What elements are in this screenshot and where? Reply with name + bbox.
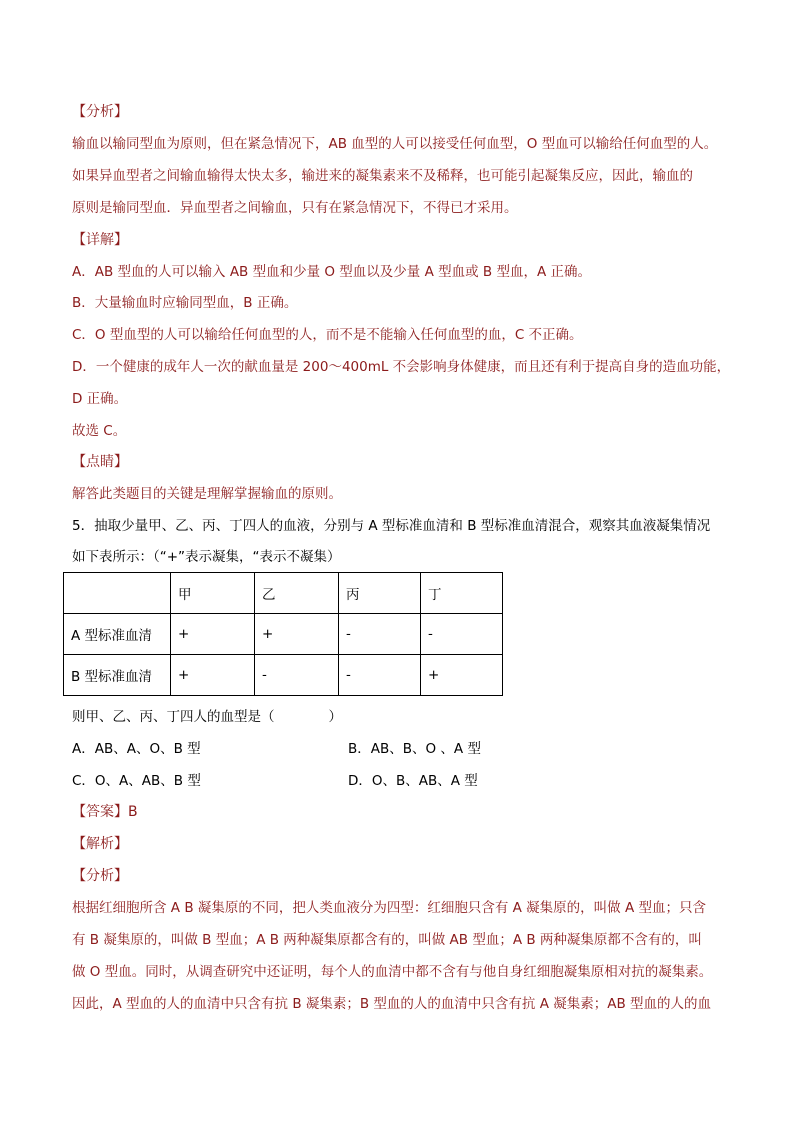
option-d: D．O、B、AB、A 型 bbox=[348, 773, 478, 789]
detail-choice: 故选 C。 bbox=[72, 423, 127, 439]
table-cell: - bbox=[255, 655, 339, 696]
question-stem-2: 如下表所示：（“+”表示凝集，“表示不凝集） bbox=[72, 549, 341, 565]
table-row bbox=[64, 655, 503, 696]
table-cell: - bbox=[339, 614, 421, 655]
q5-analysis-line-1: 根据红细胞所含 A B 凝集原的不同，把人类血液分为四型：红细胞只含有 A 凝集原的，叫做 A 型血；只含 bbox=[72, 900, 707, 916]
answer-line bbox=[72, 802, 138, 822]
analysis-line-2: 如果异血型者之间输血输得太快太多，输进来的凝集素来不及稀释，也可能引起凝集反应，因此，输血的 bbox=[72, 168, 693, 184]
detail-line-a: A．AB 型血的人可以输入 AB 型血和少量 O 型血以及少量 A 型血或 B 型血，A 正确。 bbox=[72, 264, 591, 280]
table-header-cell: 乙 bbox=[255, 573, 339, 614]
q5-analysis-line-3: 做 O 型血。同时，从调查研究中还证明，每个人的血清中都不含有与他自身红细胞凝集原相对抗的凝集素。 bbox=[72, 964, 713, 980]
detail-line-d-cont: D 正确。 bbox=[72, 391, 128, 407]
detail-header: 【详解】 bbox=[72, 232, 128, 248]
q5-analysis-line-4: 因此，A 型血的人的血清中只含有抗 B 凝集素；B 型血的人的血清中只含有抗 A 凝集素；AB 型血的人的血 bbox=[72, 996, 712, 1012]
analysis-header: 【分析】 bbox=[72, 104, 128, 120]
detail-line-b: B．大量输血时应输同型血，B 正确。 bbox=[72, 295, 298, 311]
detail-line-c: C．O 型血型的人可以输给任何血型的人，而不是不能输入任何血型的血，C 不正确。 bbox=[72, 327, 583, 343]
question-stem-1: 5．抽取少量甲、乙、丙、丁四人的血液，分别与 A 型标准血清和 B 型标准血清混合，观察其血液凝集情况 bbox=[72, 518, 711, 534]
table-cell: + bbox=[171, 655, 255, 696]
q5-analysis-line-2: 有 B 凝集原的，叫做 B 型血；A B 两种凝集原都含有的，叫做 AB 型血；A B 两种凝集原都不含有的，叫 bbox=[72, 932, 702, 948]
analysis-line-1: 输血以输同型血为原则，但在紧急情况下，AB 血型的人可以接受任何血型，O 型血可以输给任何血型的人。 bbox=[72, 136, 718, 152]
analysis-line-3: 原则是输同型血．异血型者之间输血，只有在紧急情况下，不得已才采用。 bbox=[72, 200, 518, 216]
question-prompt: 则甲、乙、丙、丁四人的血型是（ ） bbox=[72, 709, 342, 725]
table-header-cell: 甲 bbox=[171, 573, 255, 614]
answer-header: 【答案】 bbox=[72, 804, 128, 820]
table-row bbox=[64, 614, 503, 655]
agglutination-table bbox=[63, 572, 503, 696]
table-cell: - bbox=[421, 614, 503, 655]
table-cell: + bbox=[421, 655, 503, 696]
table-header-cell: 丙 bbox=[339, 573, 421, 614]
answer-value: B bbox=[128, 804, 138, 820]
table-row-label: B 型标准血清 bbox=[64, 655, 171, 696]
table-header-cell: 丁 bbox=[421, 573, 503, 614]
option-b: B．AB、B、O 、A 型 bbox=[348, 741, 481, 757]
table-header-row bbox=[64, 573, 503, 614]
option-a: A．AB、A、O、B 型 bbox=[72, 741, 201, 757]
comment-header: 【点睛】 bbox=[72, 454, 128, 470]
q5-analysis-header: 【分析】 bbox=[72, 868, 128, 884]
table-row-label: A 型标准血清 bbox=[64, 614, 171, 655]
detail-line-d: D．一个健康的成年人一次的献血量是 200～400mL 不会影响身体健康，而且还有利于提高自身的造血功能， bbox=[72, 359, 731, 375]
table-cell: + bbox=[255, 614, 339, 655]
table-cell: + bbox=[171, 614, 255, 655]
table-cell: - bbox=[339, 655, 421, 696]
table-cell bbox=[64, 573, 171, 614]
option-c: C．O、A、AB、B 型 bbox=[72, 773, 201, 789]
explanation-header: 【解析】 bbox=[72, 836, 128, 852]
comment-line: 解答此类题目的关键是理解掌握输血的原则。 bbox=[72, 486, 342, 502]
